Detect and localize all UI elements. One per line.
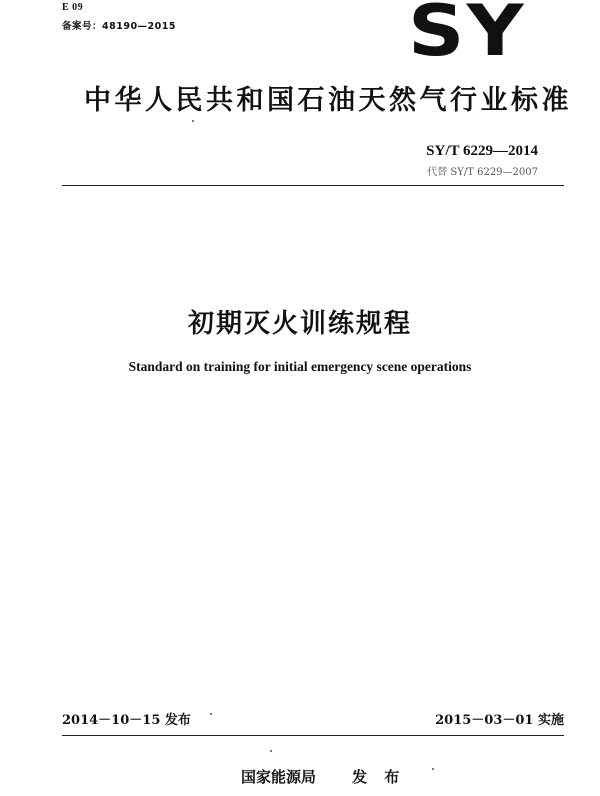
scan-speck	[210, 713, 212, 715]
implementation-date: 2015－03－01 实施	[435, 713, 564, 728]
title-english: Standard on training for initial emergency scene operations	[128, 359, 472, 374]
publish-label: 发 布	[352, 768, 406, 786]
record-number: 备案号：48190—2015	[62, 21, 176, 32]
scan-speck	[432, 768, 434, 770]
replaces-standard: 代替 SY/T 6229—2007	[427, 167, 538, 178]
issue-date: 2014－10－15 发布	[62, 713, 191, 728]
sy-logo: SY	[408, 0, 526, 72]
title-chinese: 初期灭火训练规程	[187, 309, 412, 339]
ics-code: E 09	[62, 2, 84, 13]
industry-standard-heading: 中华人民共和国石油天然气行业标准	[84, 85, 572, 116]
standard-number: SY/T 6229—2014	[426, 143, 538, 159]
bottom-divider	[62, 735, 564, 736]
scan-speck	[192, 120, 194, 122]
publisher-name: 国家能源局	[241, 768, 317, 786]
top-divider	[62, 185, 564, 186]
scan-speck	[270, 750, 272, 752]
